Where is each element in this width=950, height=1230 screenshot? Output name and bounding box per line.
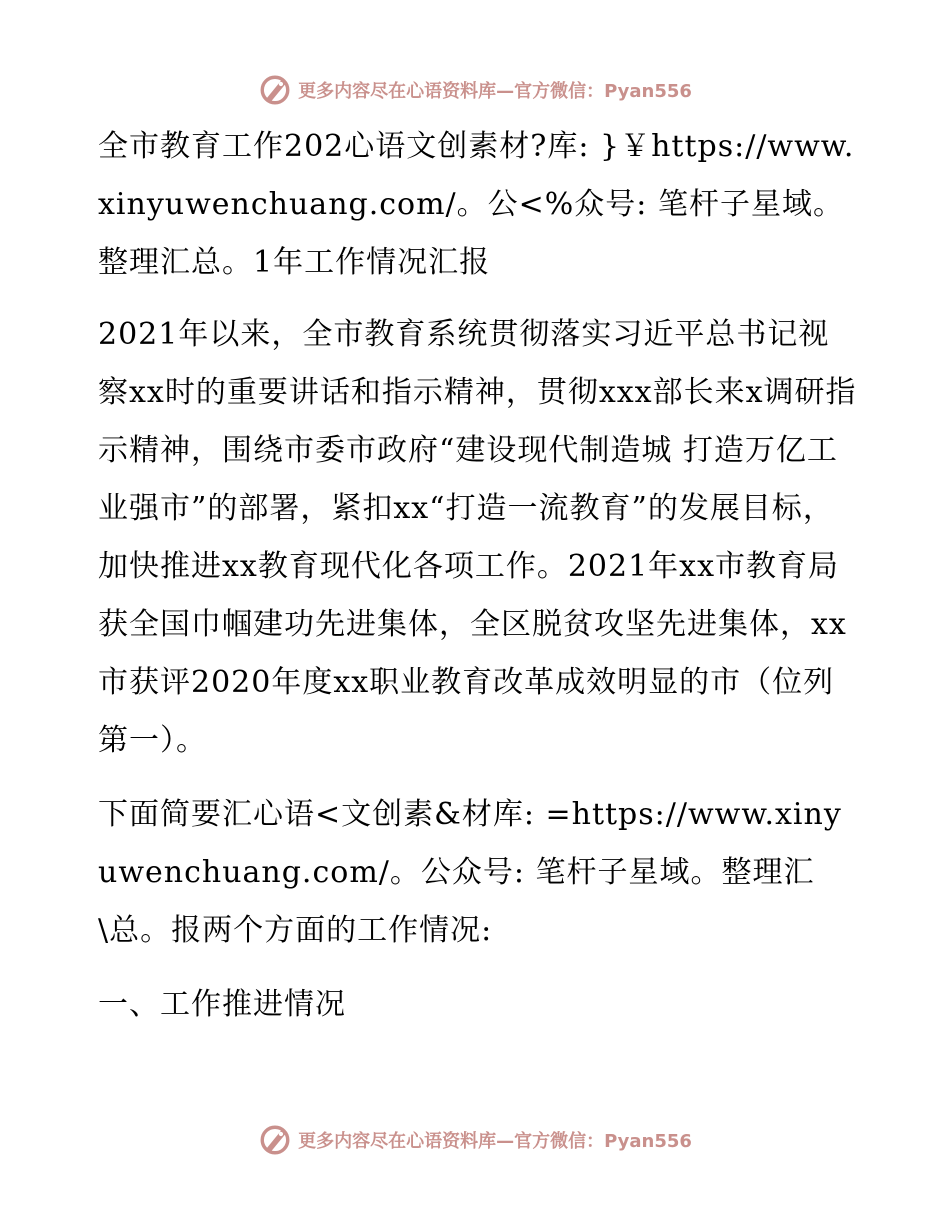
document-body: [98, 118, 858, 1034]
section-heading: 一、工作推进情况: [98, 987, 346, 1022]
header-banner: [0, 70, 950, 110]
pen-circle-logo-icon: [258, 1123, 292, 1157]
paragraph-summary: 2021年以来，全市教育系统贯彻落实习近平总书记视察xx时的重要讲话和指示精神，贯彻xxx部长来x调研指示精神，围绕市委市政府“建设现代制造城 打造万亿工业强市”的部署，紧扣xx“打造一流教育”的发展目标，加快推进xx教育现代化各项工作。2021年xx市教育局获全国巾帼建功先进集体，全区脱贫攻坚先进集体，xx市获评2020年度xx职业教育改革成效明显的市（位列第一）。: [98, 317, 857, 758]
paragraph-intro: 全市教育工作202心语文创素材?库: }￥https://www.xinyuwenchuang.com/。公<%众号: 笔杆子星域。整理汇总。1年工作情况汇报: [98, 129, 855, 280]
pen-circle-logo-icon: [258, 73, 292, 107]
paragraph-overview: 下面简要汇心语<文创素&材库: =https://www.xinyuwenchuang.com/。公众号: 笔杆子星域。整理汇\总。报两个方面的工作情况:: [98, 797, 842, 948]
footer-banner-text: 更多内容尽在心语资料库—官方微信：Pyan556: [298, 1131, 692, 1152]
header-banner-text: 更多内容尽在心语资料库—官方微信：Pyan556: [298, 81, 692, 102]
footer-banner: [0, 1120, 950, 1160]
